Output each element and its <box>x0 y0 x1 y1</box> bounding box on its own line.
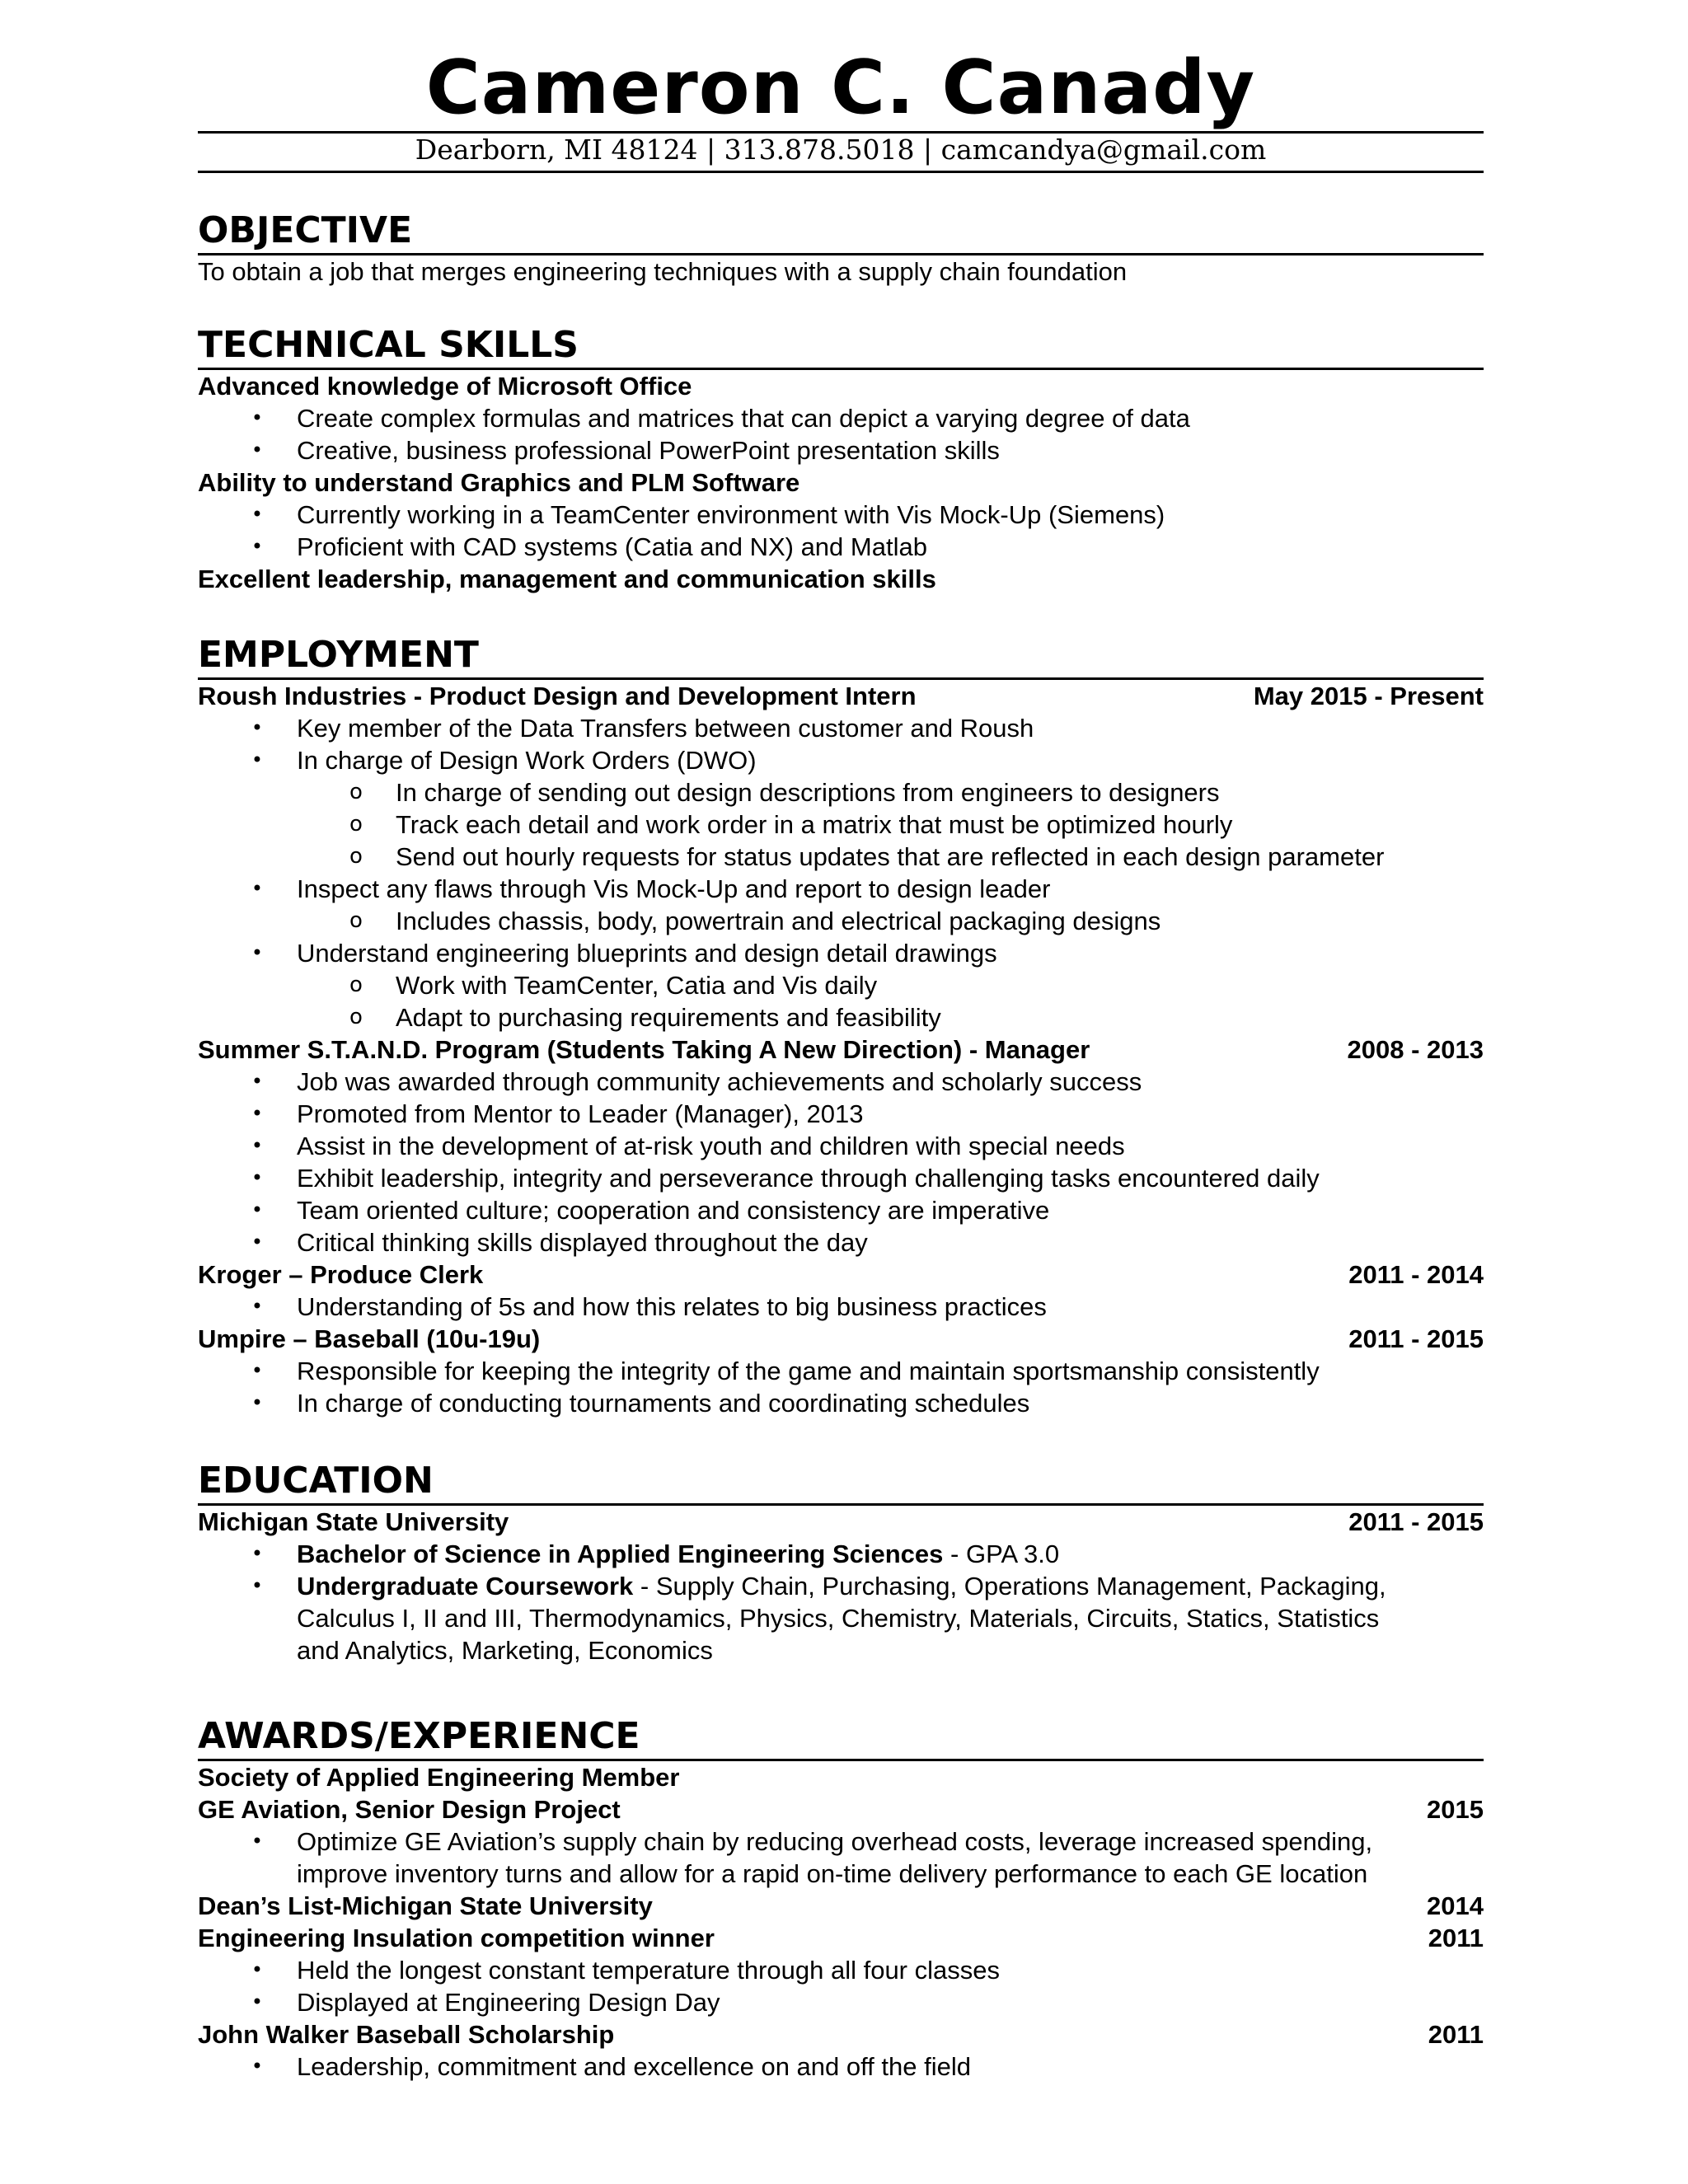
objective-text: To obtain a job that merges engineering techniques with a supply chain foundation <box>198 257 1128 286</box>
list-item: • Optimize GE Aviation’s supply chain by reducing overhead costs, leverage increased spending, <box>198 1825 1484 1858</box>
list-item: • Inspect any flaws through Vis Mock-Up and report to design leader <box>198 873 1484 905</box>
sub-list-item: o In charge of sending out design descriptions from engineers to designers <box>198 776 1484 808</box>
employment-section <box>198 633 1484 1419</box>
school-title: Michigan State University 2011 - 2015 <box>198 1507 1484 1536</box>
list-item: • Team oriented culture; cooperation and consistency are imperative <box>198 1194 1484 1226</box>
bullet-icon: • <box>251 535 264 558</box>
bullet-icon: • <box>251 1102 264 1125</box>
bullet-icon: • <box>251 1391 264 1414</box>
list-item: • Displayed at Engineering Design Day <box>198 1986 1484 2018</box>
section-heading: OBJECTIVE <box>198 209 1484 255</box>
candidate-name: Cameron C. Canady <box>425 45 1256 131</box>
bullet-icon: • <box>251 1134 264 1157</box>
list-item: • Bachelor of Science in Applied Engineering Sciences - GPA 3.0 <box>198 1538 1484 1570</box>
bullet-icon: • <box>251 1359 264 1382</box>
list-item: • Undergraduate Coursework - Supply Chain, Purchasing, Operations Management, Packaging, <box>198 1570 1484 1602</box>
circle-bullet-icon: o <box>349 908 363 933</box>
award-title: Society of Applied Engineering Member <box>198 1763 680 1792</box>
bullet-icon: • <box>251 941 264 964</box>
bullet-icon: • <box>251 1070 264 1093</box>
list-item-continuation: and Analytics, Marketing, Economics <box>297 1636 713 1665</box>
job-date: May 2015 - Present <box>1253 682 1484 710</box>
list-item: • Held the longest constant temperature through all four classes <box>198 1954 1484 1986</box>
job-date: 2008 - 2013 <box>1347 1035 1484 1064</box>
bullet-icon: • <box>251 1295 264 1318</box>
sub-list-item: o Adapt to purchasing requirements and feasibility <box>198 1001 1484 1033</box>
job-title: Umpire – Baseball (10u-19u) 2011 - 2015 <box>198 1324 1484 1353</box>
bullet-icon: • <box>251 1542 264 1565</box>
bullet-icon: • <box>251 748 264 771</box>
bullet-icon: • <box>251 716 264 739</box>
objective-section <box>198 209 1484 288</box>
award-date: 2015 <box>1427 1795 1484 1824</box>
sub-list-item: o Track each detail and work order in a matrix that must be optimized hourly <box>198 808 1484 841</box>
award-title: John Walker Baseball Scholarship 2011 <box>198 2020 1484 2049</box>
bullet-icon: • <box>251 503 264 526</box>
section-heading: EMPLOYMENT <box>198 633 1484 680</box>
list-item: • Understand engineering blueprints and design detail drawings <box>198 937 1484 969</box>
award-date: 2014 <box>1427 1891 1484 1920</box>
bullet-icon: • <box>251 1958 264 1981</box>
contact-line: Dearborn, MI 48124 | 313.878.5018 | camcandya@gmail.com <box>415 134 1267 166</box>
list-item: • Exhibit leadership, integrity and perseverance through challenging tasks encountered daily <box>198 1162 1484 1194</box>
skill-group-title: Advanced knowledge of Microsoft Office <box>198 372 692 401</box>
list-item: • Leadership, commitment and excellence on and off the field <box>198 2050 1484 2083</box>
job-title: Roush Industries - Product Design and Development Intern May 2015 - Present <box>198 682 1484 710</box>
list-item: • Create complex formulas and matrices that can depict a varying degree of data <box>198 402 1484 434</box>
award-title: Dean’s List-Michigan State University 2014 <box>198 1891 1484 1920</box>
bullet-icon: • <box>251 1574 264 1597</box>
header-bottom-rule <box>198 171 1484 173</box>
list-item-continuation: improve inventory turns and allow for a rapid on-time delivery performance to each GE location <box>297 1859 1368 1888</box>
job-date: 2011 - 2015 <box>1348 1324 1484 1353</box>
bullet-icon: • <box>251 877 264 900</box>
section-heading: AWARDS/EXPERIENCE <box>198 1714 1484 1761</box>
award-title: GE Aviation, Senior Design Project 2015 <box>198 1795 1484 1824</box>
list-item: • In charge of conducting tournaments and coordinating schedules <box>198 1387 1484 1419</box>
job-title: Summer S.T.A.N.D. Program (Students Taking A New Direction) - Manager 2008 - 2013 <box>198 1035 1484 1064</box>
list-item: • In charge of Design Work Orders (DWO) <box>198 744 1484 776</box>
bullet-icon: • <box>251 1166 264 1189</box>
list-item: • Responsible for keeping the integrity of the game and maintain sportsmanship consistently <box>198 1355 1484 1387</box>
award-date: 2011 <box>1428 2020 1484 2049</box>
list-item: • Proficient with CAD systems (Catia and NX) and Matlab <box>198 531 1484 563</box>
bullet-icon: • <box>251 438 264 462</box>
award-title: Engineering Insulation competition winner 2011 <box>198 1924 1484 1952</box>
job-date: 2011 - 2014 <box>1348 1260 1484 1289</box>
skill-group-title: Ability to understand Graphics and PLM Software <box>198 468 800 497</box>
skills-section <box>198 323 1484 595</box>
bullet-icon: • <box>251 1830 264 1853</box>
sub-list-item: o Work with TeamCenter, Catia and Vis daily <box>198 969 1484 1001</box>
job-title: Kroger – Produce Clerk 2011 - 2014 <box>198 1260 1484 1289</box>
bullet-icon: • <box>251 1198 264 1221</box>
school-date: 2011 - 2015 <box>1348 1507 1484 1536</box>
circle-bullet-icon: o <box>349 972 363 997</box>
bullet-icon: • <box>251 1990 264 2013</box>
bullet-icon: • <box>251 1230 264 1254</box>
sub-list-item: o Includes chassis, body, powertrain and electrical packaging designs <box>198 905 1484 937</box>
award-date: 2011 <box>1428 1924 1484 1952</box>
awards-section <box>198 1714 1484 2083</box>
circle-bullet-icon: o <box>349 812 363 837</box>
list-item: • Creative, business professional PowerPoint presentation skills <box>198 434 1484 466</box>
bullet-icon: • <box>251 2055 264 2078</box>
list-item: • Currently working in a TeamCenter environment with Vis Mock-Up (Siemens) <box>198 499 1484 531</box>
section-heading: TECHNICAL SKILLS <box>198 323 1484 370</box>
list-item: • Promoted from Mentor to Leader (Manager), 2013 <box>198 1098 1484 1130</box>
education-section <box>198 1459 1484 1666</box>
bullet-icon: • <box>251 406 264 429</box>
skill-group-title: Excellent leadership, management and communication skills <box>198 565 936 593</box>
list-item: • Assist in the development of at-risk youth and children with special needs <box>198 1130 1484 1162</box>
list-item: • Understanding of 5s and how this relates to big business practices <box>198 1291 1484 1323</box>
circle-bullet-icon: o <box>349 780 363 804</box>
list-item: • Key member of the Data Transfers between customer and Roush <box>198 712 1484 744</box>
list-item: • Critical thinking skills displayed throughout the day <box>198 1226 1484 1258</box>
list-item-continuation: Calculus I, II and III, Thermodynamics, Physics, Chemistry, Materials, Circuits, Statics, Statistics <box>297 1604 1380 1633</box>
list-item: • Job was awarded through community achievements and scholarly success <box>198 1066 1484 1098</box>
circle-bullet-icon: o <box>349 1005 363 1029</box>
section-heading: EDUCATION <box>198 1459 1484 1506</box>
circle-bullet-icon: o <box>349 844 363 869</box>
sub-list-item: o Send out hourly requests for status updates that are reflected in each design parameter <box>198 841 1484 873</box>
